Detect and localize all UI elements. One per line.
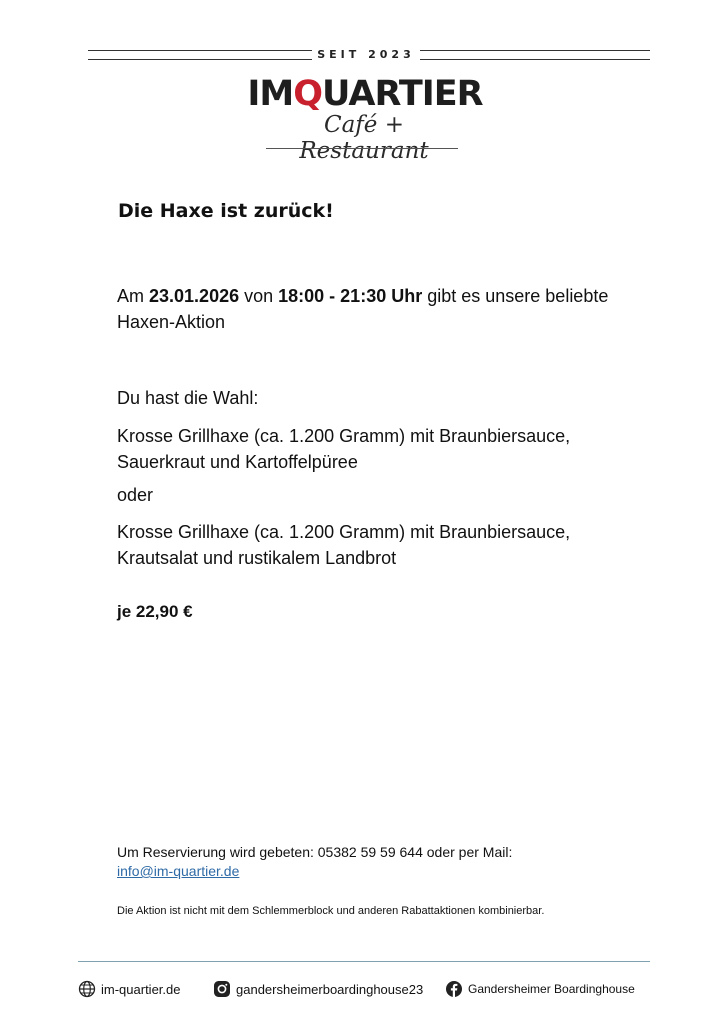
logo-wordmark: IMQUARTIER	[247, 74, 483, 114]
globe-icon	[78, 980, 96, 998]
footer-divider	[78, 961, 650, 962]
reservation-info	[117, 843, 512, 881]
instagram-label: gandersheimerboardinghouse23	[236, 981, 424, 997]
im-quartier-logo	[240, 74, 490, 114]
disclaimer: Die Aktion ist nicht mit dem Schlemmerblock und anderen Rabattaktionen kombinierbar.	[117, 905, 545, 917]
choice-intro: Du hast die Wahl:	[117, 388, 259, 408]
menu-option-1: Krosse Grillhaxe (ca. 1.200 Gramm) mit Braunbiersauce, Sauerkraut und Kartoffelpüree	[117, 426, 571, 472]
footer-facebook[interactable]	[445, 978, 635, 1000]
footer-website[interactable]	[78, 978, 180, 1000]
email-link[interactable]: info@im-quartier.de	[117, 863, 240, 879]
header-rule-left-bottom	[88, 59, 312, 60]
event-date: 23.01.2026	[149, 286, 240, 306]
reservation-text: Um Reservierung wird gebeten: 05382 59 59 644 oder per Mail:	[117, 844, 513, 860]
header-rule-left-top	[88, 50, 312, 51]
price: je 22,90 €	[117, 602, 193, 621]
header-rule-right-top	[420, 50, 650, 51]
header-rule-right-bottom	[420, 59, 650, 60]
since-label: SEIT 2023	[317, 48, 415, 61]
facebook-label: Gandersheimer Boardinghouse	[468, 982, 635, 996]
instagram-icon	[213, 980, 231, 998]
logo-underline	[266, 148, 458, 149]
facebook-icon	[445, 980, 463, 998]
menu-option-2: Krosse Grillhaxe (ca. 1.200 Gramm) mit Braunbiersauce, Krautsalat und rustikalem Landbrot	[117, 522, 571, 568]
or-separator: oder	[117, 485, 154, 505]
event-time: 18:00 - 21:30 Uhr	[278, 286, 423, 306]
website-label: im-quartier.de	[101, 981, 181, 997]
page-title: Die Haxe ist zurück!	[118, 200, 334, 222]
logo-subtitle: Café + Restaurant	[299, 112, 429, 164]
event-date-paragraph: Am 23.01.2026 von 18:00 - 21:30 Uhr gibt es unsere beliebte Haxen-Aktion	[117, 286, 609, 332]
footer-instagram[interactable]	[213, 978, 423, 1000]
